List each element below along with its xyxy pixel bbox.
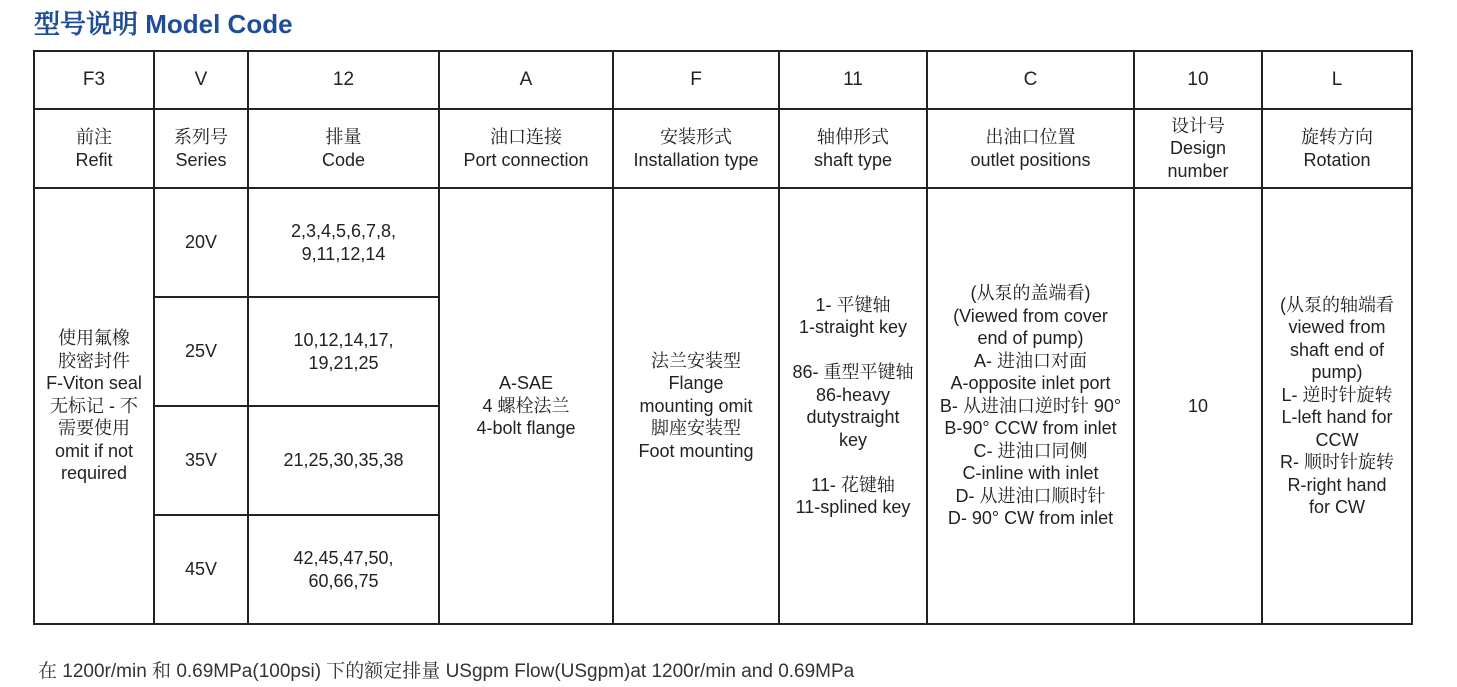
footer-note: 在 1200r/min 和 0.69MPa(100psi) 下的额定排量 USgpm Flow(USgpm)at 1200r/min and 0.69MPa [38, 661, 855, 682]
displacement-codes: 21,25,30,35,38 [283, 450, 404, 471]
header-en: Code [321, 149, 366, 170]
header-series [154, 109, 248, 188]
header-cn: 出油口位置 [985, 127, 1076, 147]
series-cell: 20V [154, 188, 248, 297]
displacement-cell [248, 515, 439, 624]
header-outlet [927, 109, 1134, 188]
body-row [34, 188, 1412, 297]
code-displacement: 12 [248, 51, 439, 109]
header-cn: 轴伸形式 [817, 127, 889, 147]
header-cn: 油口连接 [490, 127, 562, 147]
code-installation: F [613, 51, 779, 109]
header-en: Refit [75, 149, 113, 170]
code-shaft: 11 [779, 51, 927, 109]
header-port [439, 109, 613, 188]
header-code [248, 109, 439, 188]
rotation-cell [1262, 188, 1412, 624]
header-en: shaft type [813, 149, 893, 170]
header-en: Design number [1167, 138, 1229, 181]
header-design [1134, 109, 1262, 188]
outlet-text: (从泵的盖端看) (Viewed from cover end of pump) A- 进油口对面 A-opposite inlet port B- 从进油口逆时针 90° B-90° CCW from inlet C- 进油口同侧 C-inline with inlet D- 从进油口顺时针 D- 90° CW from inlet [939, 283, 1122, 529]
header-shaft [779, 109, 927, 188]
shaft-cell [779, 188, 927, 624]
header-row [34, 109, 1412, 188]
model-code-table [33, 50, 1413, 625]
header-en: outlet positions [970, 149, 1091, 170]
code-row [34, 51, 1412, 109]
series-cell: 25V [154, 297, 248, 406]
header-en: Series [175, 149, 227, 170]
header-rotation [1262, 109, 1412, 188]
code-refit: F3 [34, 51, 154, 109]
header-cn: 设计号 [1171, 115, 1225, 136]
installation-cell [613, 188, 779, 624]
refit-cell [34, 188, 154, 624]
displacement-cell [248, 406, 439, 515]
refit-text: 使用氟橡 胶密封件 F-Viton seal 无标记 - 不 需要使用 omit if not required [46, 328, 142, 484]
header-refit [34, 109, 154, 188]
outlet-cell [927, 188, 1134, 624]
code-series: V [154, 51, 248, 109]
code-port: A [439, 51, 613, 109]
header-en: Rotation [1303, 149, 1371, 170]
rotation-text: (从泵的轴端看 viewed from shaft end of pump) L- 逆时针旋转 L-left hand for CCW R- 顺时针旋转 R-right hand for CW [1280, 294, 1394, 517]
code-rotation: L [1262, 51, 1412, 109]
header-installation [613, 109, 779, 188]
installation-text: 法兰安装型 Flange mounting omit 脚座安装型 Foot mounting [638, 350, 754, 461]
displacement-cell [248, 297, 439, 406]
code-outlet: C [927, 51, 1134, 109]
page-title: 型号说明 Model Code [34, 9, 293, 39]
displacement-codes: 42,45,47,50, 60,66,75 [293, 548, 394, 591]
header-en: Installation type [633, 149, 759, 170]
displacement-codes: 10,12,14,17, 19,21,25 [293, 330, 394, 373]
displacement-cell [248, 188, 439, 297]
header-en: Port connection [463, 149, 589, 170]
code-design: 10 [1134, 51, 1262, 109]
displacement-codes: 2,3,4,5,6,7,8, 9,11,12,14 [290, 221, 397, 264]
series-cell: 35V [154, 406, 248, 515]
series-cell: 45V [154, 515, 248, 624]
design-cell: 10 [1134, 188, 1262, 624]
header-cn: 排量 [325, 127, 362, 147]
header-cn: 旋转方向 [1301, 127, 1373, 147]
header-cn: 安装形式 [660, 127, 732, 147]
port-cell [439, 188, 613, 624]
header-cn: 前注 [76, 127, 112, 147]
port-text: A-SAE 4 螺栓法兰 4-bolt flange [476, 373, 576, 439]
shaft-text: 1- 平键轴 1-straight key 86- 重型平键轴 86-heavy dutystraight key 11- 花键轴 11-splined key [792, 294, 914, 517]
header-cn: 系列号 [174, 127, 228, 147]
